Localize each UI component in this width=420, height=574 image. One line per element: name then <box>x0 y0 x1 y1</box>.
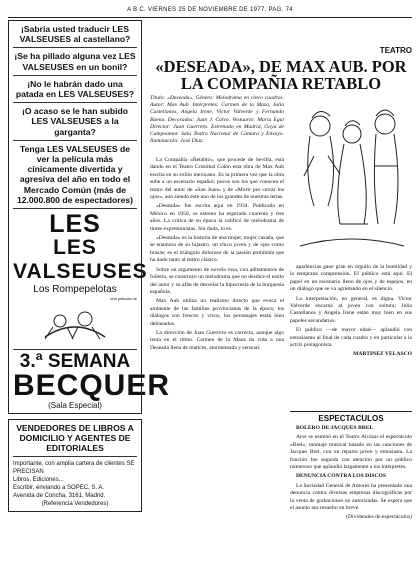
brief-text: La Sociedad General de Autores ha presentado una denuncia contra diversas empresas discográficas por la venta de grabaciones no autorizadas. Se espera que el asunto sea resuelto en breve. <box>290 482 412 512</box>
ad-separator <box>13 140 137 141</box>
header-rule <box>8 17 412 18</box>
film-logo: Los Rompepelotas <box>33 284 117 296</box>
classified-line-4: Avenida de Concha, 3161, Madrid. <box>13 493 106 500</box>
theatre-illustration-icon <box>290 96 412 260</box>
article-credits: Título: «Deseada». Género: Melodrama en cinco cuadros. Autor: Max Aub. Intérpretes: Carmen de la Maza, Julia Castellanos, Angela Irene, Victor Valverde y Fernando Baena. Decorados: Juan J. Calvo. Vestuario: Maria Eguí Director: Juan Guerrero. Estrenado en Madrid, Goya de Campoamor. Sala Teatro Nacional de Cámara y Ensayo. Iluminación: José Díaz. <box>150 95 284 145</box>
shows-section-header: ESPECTACULOS <box>290 411 412 423</box>
classified-separator <box>13 456 137 457</box>
classified-body: Importante, con amplia cartera de clientes SE PRECISAN <box>13 461 135 476</box>
ad-separator <box>13 75 137 76</box>
paragraph: Max Aub utiliza un realismo directo que evoca el ambiente de las familias provincianas de la época; los diálogos son frescos y vivos, los personajes están bien delineados. <box>150 298 284 327</box>
classified-line-5: (Referencia Vendedores) <box>41 501 109 508</box>
ad-line-1: ¡Sabría usted traducir LES VALSEUSES al castellano? <box>19 24 131 45</box>
paragraph: «Deseada» fue escrita aquí en 1934. Publicada en México en 1950, su estreno ha esperado cuarenta y tres años. La crítica de su época la calificó de melodrama de tintes expresionistas. Sin duda, lo es. <box>150 203 284 232</box>
ad-line-4: ¡O acaso se le han subido LES VALSEUSES a la garganta? <box>21 106 129 137</box>
page-header: A B C. VIERNES 25 DE NOVIEMBRE DE 1977. PAG. 74 <box>127 7 293 13</box>
paragraph: Sobre un argumento de novela rosa, con aditamentos de folletín, se construye un melodrama que no desdice el estilo del autor y su afán de desvelar la hipocresía de la burguesía española. <box>150 266 284 295</box>
brief-footer: (Dividendos de espectáculos) <box>346 514 412 521</box>
paragraph: «Deseada» es la historia de una mujer, mujer casada, que se enamora de su hijastro, un chico joven y de ojos como brasas; es el triángulo doloroso de la pasión prohibida que ha dado tanto al teatro clásico. <box>150 235 284 264</box>
ad-tagline: Tenga LES VALSEUSES de ver la película más cínicamente divertida y agresiva del año en todo el Mercado Común (más de 12.000.800 de espectadores) <box>16 143 134 205</box>
film-illustration-icon <box>15 301 135 341</box>
advertisement-column <box>8 20 171 566</box>
classified-title: VENDEDORES DE LIBROS A DOMICILIO Y AGENTES DE EDITORIALES <box>16 423 134 454</box>
brief-title: DENUNCIA CONTRA LOS DISCOS <box>296 473 386 480</box>
classified-line-3: Escribir, enviando a SOPEC, S. A. <box>13 485 105 492</box>
ad-line-3: ¡No le habrán dado una patada en LES VALSEUSES? <box>15 78 135 100</box>
classified-ad-box <box>8 419 142 512</box>
ad-separator <box>13 349 137 350</box>
ad-separator <box>13 208 137 209</box>
article-signature: MARTINEZ VELASCO <box>353 351 412 358</box>
paragraph: La interpretación, en general, es digna. Victor Valverde encarna al joven con soltura; Julia Castellanos y Angela Irene están muy bien en sus papeles secundarios. <box>290 295 412 324</box>
ad-separator <box>13 47 137 48</box>
film-brand-2: LES VALSEUSES <box>13 236 148 284</box>
article-title: «DESEADA», DE MAX AUB. POR LA COMPAÑIA RETABLO <box>155 57 407 93</box>
film-brand: LES <box>49 210 101 239</box>
shows-briefs <box>290 425 412 522</box>
ad-separator <box>13 102 137 103</box>
paragraph: El público —de mayor edad— aplaudió con entusiasmo al final de cada cuadro y en particular a la actriz protagonista. <box>290 327 412 349</box>
paragraph: La Compañía «Retablo», que procede de Sevilla, está dando en el Teatro Cristóbal Colón esta obra de Max Aub escrita en su exilio mexicano. Es la primera vez que la obra sube a un escenario español; pocos son los que conocen el teatro del autor de «San Juan» y de «Morir por cerrar los ojos», aun siendo éste uno de los grandes de nuestras letras. <box>150 157 284 201</box>
ad-week-label: 3.ª SEMANA <box>19 351 131 373</box>
section-label: TEATRO <box>379 46 412 55</box>
cinema-name: BECQUER <box>13 369 171 403</box>
brief-title: BOLERO DE JACQUES BREL <box>296 425 374 431</box>
article-column-1 <box>150 157 284 354</box>
article-column-2 <box>290 264 412 359</box>
brief-text: Ayer se estrenó en el Teatro Alcázar el espectáculo «Brel», montaje musical basado en las canciones de Jacques Brel, con un reparto joven y entusiasta. La función fue seguida con atención por un público numeroso que aplaudió largamente a los intérpretes. <box>290 434 412 471</box>
film-ad-box <box>8 20 171 414</box>
classified-line-2: Libros, Ediciones... <box>13 477 64 484</box>
paragraph: La dirección de Juan Guerrero es correcta, aunque algo lenta en el ritmo. Carmen de la Maza da vida a una Deseada llena de matices, atormentada y sensual. <box>150 329 284 351</box>
cinema-hall: (Sala Especial) <box>48 401 102 411</box>
film-logo-sub: una pelicula de <box>110 296 137 302</box>
ad-line-2: ¡Se ha pillado alguna vez LES VALSEUSES en un bonil? <box>14 51 136 72</box>
paragraph: apariencias gane gran en orgullo de la humildad y la temprana comprensión. El público está aquí. El papel en un escenario lleno de ojos y de espejos, en un diálogo que se va agrietando en el silencio. <box>290 264 412 293</box>
